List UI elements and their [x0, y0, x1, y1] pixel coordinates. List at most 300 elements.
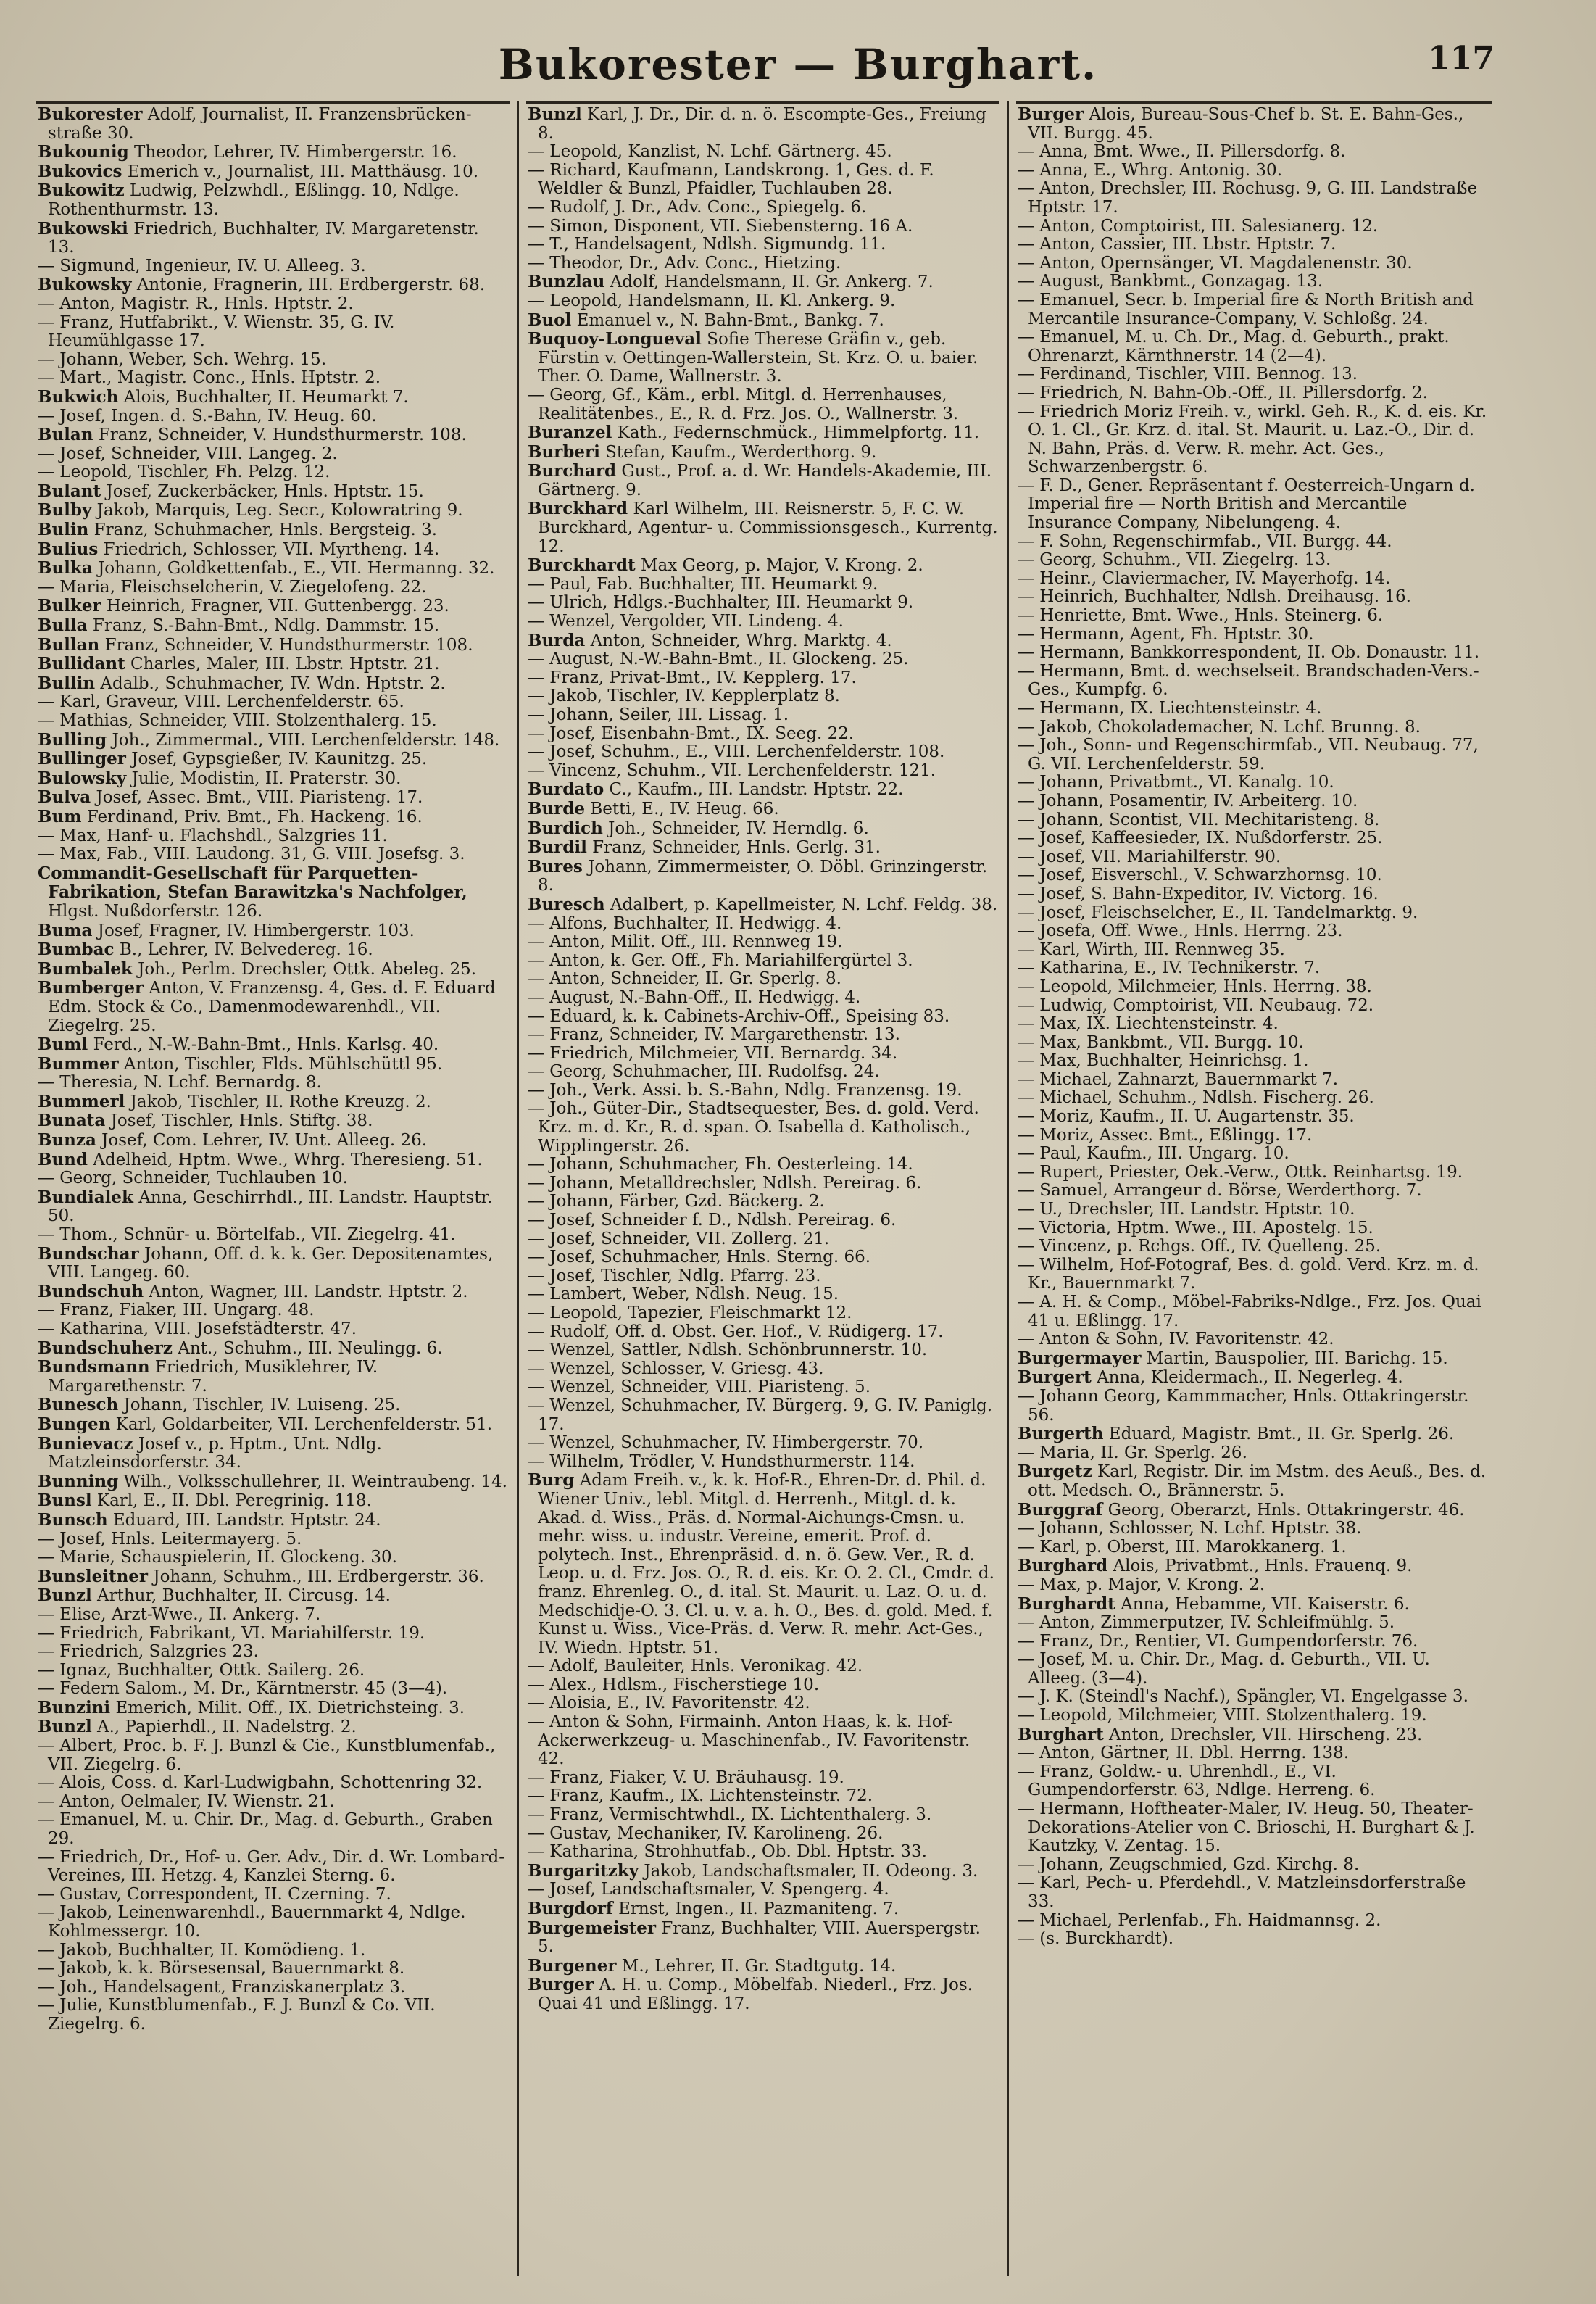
- entry-details: A., Papierhdl., II. Nadelstrg. 2.: [97, 1717, 357, 1737]
- directory-entry: [36, 960, 510, 979]
- entry-details: — Ignaz, Buchhalter, Ottk. Sailerg. 26.: [38, 1660, 365, 1680]
- directory-entry: [36, 940, 510, 960]
- entry-details: — Wenzel, Schuhmacher, IV. Bürgerg. 9, G. IV. Paniglg. 17.: [528, 1396, 993, 1434]
- entry-details: — Anna, Bmt. Wwe., II. Pillersdorfg. 8.: [1018, 142, 1346, 162]
- entry-surname: Bullidant: [38, 654, 125, 674]
- directory-entry: [526, 915, 999, 934]
- entry-surname: Burdich: [528, 818, 603, 838]
- directory-entry: [36, 1396, 510, 1415]
- entry-details: — Sigmund, Ingenieur, IV. U. Alleeg. 3.: [38, 256, 366, 275]
- directory-entry: [526, 462, 999, 500]
- directory-entry: [36, 674, 510, 694]
- directory-entry: [36, 1188, 510, 1226]
- entry-surname: Bundschar: [38, 1243, 139, 1264]
- directory-entry: [1016, 718, 1492, 737]
- directory-entry: [526, 1976, 999, 2013]
- entry-surname: Bunzl: [38, 1717, 92, 1737]
- entry-details: — Leopold, Tapezier, Fleischmarkt 12.: [528, 1304, 852, 1322]
- directory-entry: [1016, 811, 1492, 830]
- entry-details: — Josef, Schneider, VIII. Langeg. 2.: [38, 444, 338, 463]
- directory-entry: [526, 1397, 999, 1434]
- directory-entry: [1016, 1127, 1492, 1145]
- directory-entry: [526, 895, 999, 915]
- entry-details: — Johann, Schlosser, N. Lchf. Hptstr. 38.: [1018, 1519, 1362, 1538]
- directory-entry: [1016, 1034, 1492, 1053]
- entry-surname: Bunning: [38, 1471, 119, 1491]
- entry-details: Anton, Wagner, III. Landstr. Hptstr. 2.: [149, 1282, 468, 1301]
- entry-details: — Johann, Schuhmacher, Fh. Oesterleing. 14.: [528, 1155, 913, 1174]
- directory-entry: [526, 1919, 999, 1957]
- entry-details: — Paul, Fab. Buchhalter, III. Heumarkt 9.: [528, 574, 878, 594]
- directory-entry: [526, 236, 999, 254]
- entry-details: — Friedrich, Salzgries 23.: [38, 1642, 259, 1662]
- entry-details: Franz, S.-Bahn-Bmt., Ndlg. Dammstr. 15.: [92, 616, 440, 636]
- entry-details: — F. D., Gener. Repräsentant f. Oesterreich-Ungarn d. Imperial fire — North British and Mercantile Insurance Company, Nibelungeng. 4.: [1018, 476, 1475, 533]
- entry-surname: Bulby: [38, 500, 92, 521]
- directory-entry: [1016, 1425, 1492, 1444]
- directory-entry: [1016, 1707, 1492, 1725]
- directory-entry: [526, 1193, 999, 1211]
- entry-details: — Karl, Pech- u. Pferdehdl., V. Matzleinsdorferstraße 33.: [1018, 1873, 1466, 1911]
- directory-entry: [36, 693, 510, 712]
- entry-details: C., Kaufm., III. Landstr. Hptstr. 22.: [609, 780, 904, 800]
- entry-details: — Maria, Fleischselcherin, V. Ziegelofeng. 22.: [38, 577, 427, 597]
- directory-entry: [36, 1111, 510, 1131]
- entry-details: — Leopold, Milchmeier, Hnls. Herrng. 38.: [1018, 977, 1372, 996]
- entry-details: — Franz, Vermischtwhdl., IX. Lichtenthalerg. 3.: [528, 1805, 932, 1825]
- directory-entry: [526, 800, 999, 819]
- directory-entry: [526, 1045, 999, 1064]
- entry-surname: Bum: [38, 806, 82, 826]
- entry-surname: Bund: [38, 1149, 88, 1169]
- directory-entry: [1016, 1557, 1492, 1576]
- entry-details: Franz, Schuhmacher, Hnls. Bergsteig. 3.: [93, 521, 438, 540]
- entry-details: Jakob, Tischler, II. Rothe Kreuzg. 2.: [130, 1092, 431, 1111]
- entry-details: — Franz, Goldw.- u. Uhrenhdl., E., VI. Gumpendorferstr. 63, Ndlge. Herreng. 6.: [1018, 1762, 1376, 1800]
- directory-entry: [1016, 997, 1492, 1016]
- directory-entry: [1016, 792, 1492, 811]
- entry-details: — Max, Fab., VIII. Laudong. 31, G. VIII. Josefsg. 3.: [38, 845, 465, 864]
- directory-entry: [526, 933, 999, 952]
- directory-entry: [1016, 607, 1492, 626]
- entry-details: — T., Handelsagent, Ndlsh. Sigmundg. 11.: [528, 235, 886, 254]
- entry-details: — Franz, Fiaker, III. Ungarg. 48.: [38, 1301, 315, 1320]
- entry-details: Johann, Goldkettenfab., E., VII. Hermanng. 32.: [98, 559, 495, 579]
- entry-surname: Buquoy-Longueval: [528, 329, 702, 349]
- entry-details: — Friedrich, Milchmeier, VII. Bernardg. 34.: [528, 1043, 898, 1063]
- entry-details: — Josef, Schuhmacher, Hnls. Sterng. 66.: [528, 1248, 871, 1267]
- directory-entry: [1016, 626, 1492, 645]
- directory-entry: [1016, 291, 1492, 328]
- directory-entry: [1016, 1145, 1492, 1164]
- entry-details: — Anton, Gärtner, II. Dbl. Herrng. 138.: [1018, 1744, 1350, 1763]
- directory-entry: [526, 1862, 999, 1881]
- entry-details: Johann, Schuhm., III. Erdbergerstr. 36.: [153, 1567, 484, 1586]
- directory-entry: [1016, 1800, 1492, 1856]
- directory-entry: [1016, 1256, 1492, 1293]
- directory-entry: [36, 1055, 510, 1074]
- directory-entry: [1016, 1052, 1492, 1071]
- directory-entry: [36, 1245, 510, 1282]
- entry-details: Max Georg, p. Major, V. Krong. 2.: [640, 556, 923, 576]
- entry-details: — Wenzel, Schneider, VIII. Piaristeng. 5.: [528, 1377, 871, 1397]
- directory-entry: [1016, 1349, 1492, 1369]
- entry-details: — Franz, Schneider, IV. Margarethenstr. 13.: [528, 1025, 900, 1045]
- directory-entry: [36, 501, 510, 521]
- entry-details: — Josef, Schneider f. D., Ndlsh. Pereirag. 6.: [528, 1211, 897, 1230]
- entry-details: — Theodor, Dr., Adv. Conc., Hietzing.: [528, 253, 841, 273]
- entry-details: — Theresia, N. Lchf. Bernardg. 8.: [38, 1073, 322, 1093]
- entry-details: — Joh., Verk. Assi. b. S.-Bahn, Ndlg. Franzensg. 19.: [528, 1080, 963, 1100]
- entry-details: — (s. Burckhardt).: [1018, 1929, 1174, 1949]
- column-1: [29, 101, 519, 2276]
- entry-surname: Buresch: [528, 894, 605, 914]
- directory-entry: [36, 921, 510, 941]
- directory-entry: [1016, 1108, 1492, 1127]
- directory-entry: [1016, 403, 1492, 477]
- entry-surname: Burgaritzky: [528, 1860, 639, 1881]
- directory-entry: [1016, 551, 1492, 570]
- directory-entry: [36, 482, 510, 502]
- directory-entry: [526, 819, 999, 839]
- entry-details: Kath., Federnschmück., Himmelpfortg. 11.: [617, 423, 980, 443]
- directory-entry: [526, 1100, 999, 1156]
- entry-details: Charles, Maler, III. Lbstr. Hptstr. 21.: [130, 655, 440, 674]
- directory-entry: [36, 463, 510, 482]
- directory-entry: [36, 1415, 510, 1435]
- directory-entry: [36, 105, 510, 143]
- directory-entry: [1016, 365, 1492, 384]
- directory-entry: [36, 1960, 510, 1978]
- entry-surname: Buol: [528, 310, 572, 330]
- entry-details: Adam Freih. v., k. k. Hof-R., Ehren-Dr. d. Phil. d. Wiener Univ., lebl. Mitgl. d. Herrenh., Mitgl. d. k. Akad. d. Wiss., Präs. d. Normal-Aichungs-Cmsn. u. mehr. wiss. u. industr. Vereine, emerit. Prof. d. polytech. Inst., Ehrenpräsid. d. n. ö. Gew. Ver., R. d. Leop. u. d. Frz. Jos. O., R. d. eis. Kr. O. 2. Cl., Cmdr. d. franz. Ehrenleg. O., d. ital. St. Maurit. u. Laz. O. u. d. Medschidje-O. 3. Cl. u. v. a. h. O., Bes. d. gold. Med. f. Kunst u. Wiss., Vice-Präs. d. Verw. R. mehr. Act-Ges., IV. Wiedn. Hptstr. 51.: [538, 1471, 994, 1657]
- directory-entry: [36, 220, 510, 257]
- directory-entry: [526, 706, 999, 725]
- entry-surname: Bukovics: [38, 161, 122, 181]
- directory-entry: [526, 1713, 999, 1769]
- entry-surname: Bulling: [38, 729, 107, 750]
- directory-entry: [526, 1248, 999, 1267]
- entry-details: — Max, p. Major, V. Krong. 2.: [1018, 1575, 1265, 1594]
- directory-entry: [526, 423, 999, 443]
- directory-entry: [1016, 737, 1492, 774]
- entry-details: Karl, Goldarbeiter, VII. Lerchenfelderstr. 51.: [115, 1414, 493, 1434]
- entry-surname: Burgdorf: [528, 1899, 613, 1918]
- entry-details: Julie, Modistin, II. Praterstr. 30.: [131, 768, 402, 788]
- entry-details: — Johann, Metalldrechsler, Ndlsh. Pereirag. 6.: [528, 1173, 922, 1193]
- entry-details: — Vincenz, p. Rchgs. Off., IV. Quelleng. 25.: [1018, 1237, 1381, 1256]
- directory-entry: [36, 636, 510, 655]
- directory-entry: [36, 1074, 510, 1093]
- entry-details: — Max, IX. Liechtensteinstr. 4.: [1018, 1014, 1279, 1034]
- entry-details: — Wenzel, Schlosser, V. Griesg. 43.: [528, 1359, 824, 1378]
- directory-entry: [1016, 1388, 1492, 1425]
- directory-entry: [526, 1694, 999, 1713]
- directory-entry: [526, 1957, 999, 1976]
- entry-details: Friedrich, Buchhalter, IV. Margaretenstr. 13.: [48, 219, 479, 257]
- entry-surname: Burda: [528, 630, 586, 650]
- entry-surname: Bungen: [38, 1414, 111, 1434]
- entry-details: Anton, Drechsler, VII. Hirscheng. 23.: [1109, 1725, 1423, 1744]
- directory-entry: [526, 199, 999, 217]
- directory-entry: [36, 979, 510, 1035]
- directory-entry: [1016, 1501, 1492, 1520]
- entry-surname: Bulla: [38, 616, 88, 636]
- entry-surname: Bummer: [38, 1053, 119, 1074]
- directory-entry: [36, 1301, 510, 1320]
- directory-entry: [36, 1358, 510, 1396]
- directory-entry: [526, 838, 999, 858]
- entry-details: — Wenzel, Vergolder, VII. Lindeng. 4.: [528, 612, 844, 631]
- entry-details: — Franz, Privat-Bmt., IV. Kepplerg. 17.: [528, 668, 857, 687]
- entry-surname: Bulin: [38, 520, 89, 540]
- directory-entry: [36, 1886, 510, 1905]
- entry-details: — Wenzel, Sattler, Ndlsh. Schönbrunnerstr. 10.: [528, 1340, 928, 1360]
- directory-entry: [526, 1230, 999, 1249]
- entry-details: Karl, E., II. Dbl. Peregrinig. 118.: [96, 1491, 372, 1511]
- directory-entry: [1016, 1930, 1492, 1949]
- directory-entry: [526, 1825, 999, 1844]
- entry-details: — Heinrich, Buchhalter, Ndlsh. Dreihausg. 16.: [1018, 587, 1411, 607]
- entry-details: Josef v., p. Hptm., Unt. Ndlg. Matzleinsdorferstr. 34.: [48, 1434, 382, 1472]
- entry-surname: Burgerth: [1018, 1424, 1104, 1444]
- directory-entry: [36, 1530, 510, 1549]
- directory-entry: [1016, 328, 1492, 365]
- entry-surname: Bures: [528, 856, 583, 877]
- entry-details: — Josef, Eisverschl., V. Schwarzhornsg. 10.: [1018, 866, 1382, 885]
- directory-entry: [36, 864, 510, 921]
- entry-details: — Hermann, Agent, Fh. Hptstr. 30.: [1018, 624, 1314, 644]
- entry-details: — Johann, Färber, Gzd. Bäckerg. 2.: [528, 1192, 825, 1211]
- entry-details: Josef, Zuckerbäcker, Hnls. Hptstr. 15.: [106, 481, 424, 501]
- entry-details: Alois, Privatbmt., Hnls. Frauenq. 9.: [1113, 1557, 1413, 1576]
- directory-entry: [1016, 1651, 1492, 1688]
- directory-entry: [526, 254, 999, 273]
- entry-details: — Ludwig, Comptoirist, VII. Neubaug. 72.: [1018, 995, 1374, 1015]
- entry-details: Theodor, Lehrer, IV. Himbergerstr. 16.: [134, 143, 457, 162]
- entry-details: — Johann, Posamentir, IV. Arbeiterg. 10.: [1018, 791, 1358, 811]
- entry-details: Josef, Tischler, Hnls. Stiftg. 38.: [110, 1111, 373, 1131]
- entry-details: Ernst, Ingen., II. Pazmaniteng. 7.: [618, 1899, 899, 1918]
- entry-details: — Simon, Disponent, VII. Siebensterng. 16 A.: [528, 216, 913, 236]
- entry-details: Josef, Assec. Bmt., VIII. Piaristeng. 17.: [96, 788, 423, 808]
- directory-entry: [526, 762, 999, 781]
- entry-details: Gust., Prof. a. d. Wr. Handels-Akademie, III. Gärtnerg. 9.: [538, 462, 992, 500]
- directory-entry: [526, 1471, 999, 1657]
- directory-entry: [526, 1211, 999, 1230]
- entry-details: Emerich v., Journalist, III. Matthäusg. 10.: [127, 162, 479, 181]
- entry-surname: Bunza: [38, 1130, 96, 1151]
- entry-details: — Hermann, Hoftheater-Maler, IV. Heug. 50, Theater-Dekorations-Atelier von C. Brioschi, H. Burghart & J. Kautzky, V. Zentag. 15.: [1018, 1799, 1475, 1856]
- directory-entry: [1016, 866, 1492, 885]
- directory-entry: [36, 1978, 510, 1997]
- directory-entry: [526, 576, 999, 594]
- entry-details: — Anton, Opernsänger, VI. Magdalenenstr. 30.: [1018, 253, 1413, 273]
- directory-entry: [36, 1625, 510, 1644]
- entry-details: — Ulrich, Hdlgs.-Buchhalter, III. Heumarkt 9.: [528, 593, 914, 613]
- entry-details: Franz, Schneider, V. Hundsthurmerstr. 108.: [98, 426, 467, 445]
- entry-details: — Emanuel, M. u. Chir. Dr., Mag. d. Geburth., Graben 29.: [38, 1810, 493, 1849]
- entry-details: — Rupert, Priester, Oek.-Verw., Ottk. Reinhartsg. 19.: [1018, 1162, 1463, 1182]
- entry-details: — Albert, Proc. b. F. J. Bunzl & Cie., Kunstblumenfab., VII. Ziegelrg. 6.: [38, 1736, 496, 1774]
- directory-entry: [36, 731, 510, 750]
- column-3: [1009, 101, 1499, 2276]
- entry-details: — Johann Georg, Kammmacher, Hnls. Ottakringerstr. 56.: [1018, 1386, 1469, 1425]
- directory-entry: [36, 845, 510, 864]
- directory-entry: [526, 725, 999, 744]
- entry-surname: Bullan: [38, 634, 100, 655]
- directory-entry: [1016, 644, 1492, 663]
- directory-entry: [36, 1320, 510, 1339]
- entry-details: — Maria, II. Gr. Sperlg. 26.: [1018, 1443, 1247, 1462]
- directory-entry: [526, 1323, 999, 1342]
- entry-details: Josef, Gypsgießer, IV. Kaunitzg. 25.: [131, 750, 428, 769]
- directory-entry: [526, 1174, 999, 1193]
- entry-details: — Georg, Schuhm., VII. Ziegelrg. 13.: [1018, 550, 1331, 570]
- entry-details: Anna, Hebamme, VII. Kaiserstr. 6.: [1121, 1594, 1410, 1614]
- entry-details: — Gustav, Correspondent, II. Czerning. 7.: [38, 1884, 391, 1904]
- entry-details: — Friedrich Moriz Freih. v., wirkl. Geh. R., K. d. eis. Kr. O. 1. Cl., Gr. Krz. d. ital. St. Maurit. u. Laz.-O., Dir. d. N. Bahn, Präs. d. Verw. R. mehr. Act. Ges., Schwarzenbergstr. 6.: [1018, 402, 1487, 477]
- directory-entry: [526, 162, 999, 199]
- directory-entry: [1016, 1164, 1492, 1182]
- column-top-rule: [526, 101, 999, 104]
- directory-entry: [526, 1881, 999, 1899]
- entry-surname: Bulka: [38, 558, 93, 579]
- entry-details: Joh., Zimmermal., VIII. Lerchenfelderstr. 148.: [112, 730, 500, 750]
- directory-entry: [1016, 1071, 1492, 1090]
- entry-surname: Bundsmann: [38, 1357, 150, 1377]
- entry-details: — Wilhelm, Trödler, V. Hundsthurmerstr. 114.: [528, 1451, 915, 1471]
- entry-details: — Josef, Ingen. d. S.-Bahn, IV. Heug. 60.: [38, 406, 377, 426]
- directory-entry: [526, 1341, 999, 1360]
- entry-surname: Burdil: [528, 837, 587, 858]
- entry-details: Adelheid, Hptm. Wwe., Whrg. Theresieng. 51.: [93, 1150, 483, 1169]
- directory-entry: [1016, 477, 1492, 533]
- directory-entry: [36, 1586, 510, 1606]
- entry-details: — Max, Hanf- u. Flachshdl., Salzgries 11.: [38, 826, 388, 845]
- entry-details: — Josef, M. u. Chir. Dr., Mag. d. Geburth., VII. U. Alleeg. (3—4).: [1018, 1650, 1430, 1688]
- entry-details: — Josef, Schuhm., E., VIII. Lerchenfelderstr. 108.: [528, 742, 945, 762]
- directory-entry: [36, 1849, 510, 1886]
- entry-surname: Bukowski: [38, 218, 128, 239]
- directory-entry: [36, 143, 510, 162]
- entry-details: — Jakob, k. k. Börsesensal, Bauernmarkt 8.: [38, 1959, 405, 1978]
- directory-entry: [526, 1843, 999, 1862]
- directory-entry: [1016, 1576, 1492, 1595]
- entry-surname: Bullin: [38, 673, 96, 693]
- directory-entry: [36, 1567, 510, 1587]
- directory-entry: [1016, 959, 1492, 978]
- entry-details: — U., Drechsler, III. Landstr. Hptstr. 10.: [1018, 1200, 1355, 1219]
- entry-details: Emanuel v., N. Bahn-Bmt., Bankg. 7.: [576, 310, 884, 330]
- entry-details: Franz, Buchhalter, VIII. Auerspergstr. 5.: [538, 1918, 981, 1957]
- entry-surname: Bunata: [38, 1111, 106, 1131]
- entry-details: Ludwig, Pelzwhdl., Eßlingg. 10, Ndlge. Rothenthurmstr. 13.: [48, 181, 460, 219]
- entry-surname: Burger: [1018, 104, 1084, 124]
- entry-details: Karl Wilhelm, III. Reisnerstr. 5, F. C. W. Burckhard, Agentur- u. Commissionsgesch., Kurrentg. 12.: [538, 500, 998, 556]
- directory-entry: [526, 613, 999, 631]
- entry-details: — Hermann, IX. Liechtensteinstr. 4.: [1018, 699, 1322, 718]
- entry-surname: Burgener: [528, 1955, 617, 1976]
- directory-entry: [526, 594, 999, 613]
- entry-details: — Franz, Dr., Rentier, VI. Gumpendorferstr. 76.: [1018, 1631, 1418, 1651]
- entry-details: — Anton & Sohn, IV. Favoritenstr. 42.: [1018, 1330, 1334, 1349]
- entry-surname: Burghardt: [1018, 1594, 1115, 1614]
- entry-details: Joh., Perlm. Drechsler, Ottk. Abeleg. 25.: [138, 959, 477, 979]
- entry-surname: Bullinger: [38, 749, 126, 769]
- entry-details: Georg, Oberarzt, Hnls. Ottakringerstr. 46.: [1107, 1500, 1465, 1520]
- directory-entry: [526, 650, 999, 669]
- entry-details: — Anton, Oelmaler, IV. Wienstr. 21.: [38, 1791, 335, 1811]
- entry-surname: Bukorester: [38, 104, 143, 124]
- entry-surname: Bunsleitner: [38, 1566, 149, 1586]
- directory-entry: [1016, 1763, 1492, 1800]
- entry-details: Franz, Schneider, V. Hundsthurmerstr. 108.: [104, 635, 473, 655]
- directory-entry: [526, 780, 999, 800]
- entry-details: — Max, Buchhalter, Heinrichsg. 1.: [1018, 1051, 1309, 1071]
- entry-surname: Bulius: [38, 539, 99, 559]
- page-title: Bukorester — Burghart.: [498, 40, 1098, 89]
- column-2: [519, 101, 1009, 2276]
- directory-entry: [1016, 1725, 1492, 1745]
- entry-surname: Burghard: [1018, 1556, 1108, 1576]
- directory-entry: [36, 1774, 510, 1793]
- entry-details: — Samuel, Arrangeur d. Börse, Werderthorg. 7.: [1018, 1181, 1422, 1201]
- entry-surname: Bundialek: [38, 1187, 133, 1207]
- entry-details: Antonie, Fragnerin, III. Erdbergerstr. 68.: [136, 275, 486, 295]
- page-number: 117: [1428, 40, 1495, 77]
- entry-details: — Thom., Schnür- u. Börtelfab., VII. Ziegelrg. 41.: [38, 1225, 456, 1245]
- entry-details: — Victoria, Hptm. Wwe., III. Apostelg. 15.: [1018, 1218, 1373, 1238]
- entry-surname: Bukwich: [38, 386, 119, 407]
- directory-entry: [36, 1511, 510, 1530]
- entry-details: — Rudolf, J. Dr., Adv. Conc., Spiegelg. 6.: [528, 197, 867, 217]
- entry-details: Joh., Schneider, IV. Herndlg. 6.: [608, 819, 869, 838]
- entry-details: — Friedrich, Fabrikant, VI. Mariahilferstr. 19.: [38, 1623, 425, 1643]
- directory-entry: [36, 181, 510, 219]
- directory-entry: [36, 1606, 510, 1625]
- entry-details: — Alois, Coss. d. Karl-Ludwigbahn, Schottenring 32.: [38, 1773, 483, 1793]
- entry-surname: Bunesch: [38, 1395, 119, 1415]
- directory-entry: [526, 1676, 999, 1695]
- directory-entry: [1016, 1633, 1492, 1652]
- entry-details: — Elise, Arzt-Wwe., II. Ankerg. 7.: [38, 1604, 321, 1624]
- entry-details: — Anton & Sohn, Firmainh. Anton Haas, k. k. Hof-Ackerwerkzeug- u. Maschinenfab., IV. Favoritenstr. 42.: [528, 1712, 971, 1769]
- directory-entry: [36, 540, 510, 560]
- entry-surname: Bundschuh: [38, 1281, 144, 1301]
- directory-entry: [526, 1453, 999, 1472]
- page-header: [0, 40, 1596, 105]
- directory-entry: [1016, 217, 1492, 236]
- entry-details: Emerich, Milit. Off., IX. Dietrichsteing. 3.: [115, 1698, 465, 1717]
- directory-entry: [1016, 1368, 1492, 1388]
- entry-surname: Burggraf: [1018, 1499, 1103, 1520]
- entry-details: — Eduard, k. k. Cabinets-Archiv-Off., Speising 83.: [528, 1006, 950, 1026]
- entry-details: — Johann, Seiler, III. Lissag. 1.: [528, 705, 789, 724]
- entry-details: — Ferdinand, Tischler, VIII. Bennog. 13.: [1018, 365, 1358, 384]
- entry-details: — Leopold, Tischler, Fh. Pelzg. 12.: [38, 463, 331, 482]
- entry-details: — Max, Bankbmt., VII. Burgg. 10.: [1018, 1032, 1304, 1052]
- entry-details: — Emanuel, M. u. Ch. Dr., Mag. d. Geburth., prakt. Ohrenarzt, Kärnthnerstr. 14 (2—4).: [1018, 328, 1450, 365]
- entry-details: — Katharina, Strohhutfab., Ob. Dbl. Hptstr. 33.: [528, 1842, 927, 1862]
- entry-surname: Burger: [528, 1975, 594, 1995]
- entry-surname: Burde: [528, 798, 585, 819]
- directory-entry: [1016, 1614, 1492, 1633]
- entry-details: — Michael, Perlenfab., Fh. Haidmannsg. 2.: [1018, 1910, 1381, 1930]
- entry-details: Anna, Geschirrhdl., III. Landstr. Hauptstr. 50.: [48, 1188, 493, 1226]
- entry-details: — J. K. (Steindl's Nachf.), Spängler, VI. Engelgasse 3.: [1018, 1687, 1468, 1707]
- directory-entry: [1016, 1912, 1492, 1931]
